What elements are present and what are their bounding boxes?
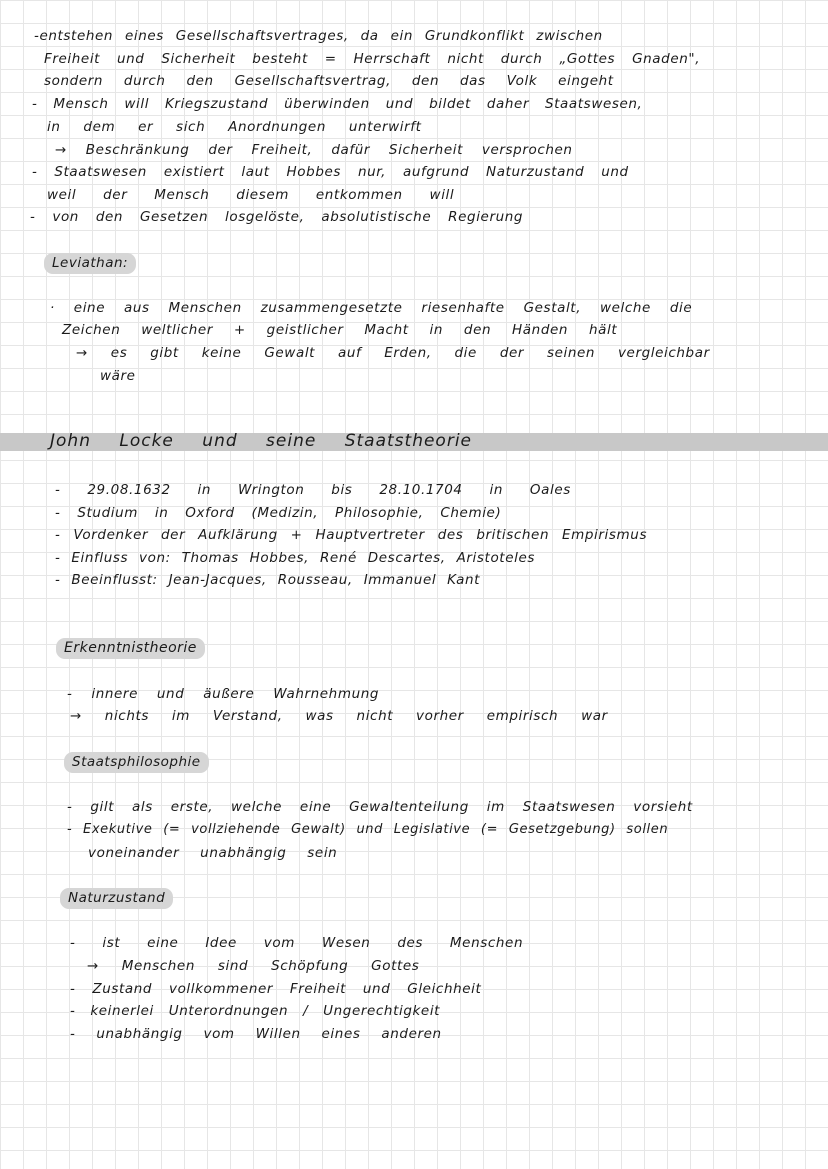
locke-bio-5: - Beeinflusst: Jean-Jacques, Rousseau, Immanuel Kant: [55, 572, 481, 588]
leviathan-label: Leviathan:: [44, 253, 136, 274]
hobbes-line-1: -entstehen eines Gesellschaftsvertrages, da ein Grundkonflikt zwischen: [34, 28, 603, 44]
staatsphilosophie-line-3: voneinander unabhängig sein: [88, 845, 338, 861]
staatsphilosophie-line-1: - gilt als erste, welche eine Gewaltenteilung im Staatswesen vorsieht: [67, 799, 693, 815]
naturzustand-label: Naturzustand: [60, 888, 173, 909]
staatsphilosophie-label: Staatsphilosophie: [64, 752, 209, 773]
naturzustand-line-1: - ist eine Idee vom Wesen des Menschen: [70, 935, 524, 951]
hobbes-line-9: - von den Gesetzen losgelöste, absolutistische Regierung: [30, 209, 524, 225]
leviathan-line-4: wäre: [100, 368, 136, 384]
locke-heading: John Locke und seine Staatstheorie: [50, 431, 472, 451]
locke-bio-2: - Studium in Oxford (Medizin, Philosophie, Chemie): [55, 505, 502, 521]
erkenntnistheorie-line-1: - innere und äußere Wahrnehmung: [67, 686, 380, 702]
locke-bio-3: - Vordenker der Aufklärung + Hauptvertreter des britischen Empirismus: [55, 527, 648, 543]
hobbes-line-4: - Mensch will Kriegszustand überwinden und bildet daher Staatswesen,: [32, 96, 643, 112]
locke-bio-1: - 29.08.1632 in Wrington bis 28.10.1704 in Oales: [55, 482, 571, 498]
hobbes-line-8: weil der Mensch diesem entkommen will: [47, 187, 455, 203]
hobbes-line-7: - Staatswesen existiert laut Hobbes nur, aufgrund Naturzustand und: [32, 164, 629, 180]
leviathan-line-1: · eine aus Menschen zusammengesetzte riesenhafte Gestalt, welche die: [50, 300, 693, 316]
locke-bio-4: - Einfluss von: Thomas Hobbes, René Descartes, Aristoteles: [55, 550, 535, 566]
naturzustand-line-3: - Zustand vollkommener Freiheit und Gleichheit: [70, 981, 482, 997]
naturzustand-line-4: - keinerlei Unterordnungen / Ungerechtigkeit: [70, 1003, 441, 1019]
hobbes-line-3: sondern durch den Gesellschaftsvertrag, den das Volk eingeht: [44, 73, 614, 89]
erkenntnistheorie-label: Erkenntnistheorie: [56, 638, 205, 659]
hobbes-line-6: → Beschränkung der Freiheit, dafür Sicherheit versprochen: [55, 142, 573, 158]
leviathan-line-3: → es gibt keine Gewalt auf Erden, die der seinen vergleichbar: [76, 345, 710, 361]
leviathan-line-2: Zeichen weltlicher + geistlicher Macht in den Händen hält: [62, 322, 618, 338]
hobbes-line-2: Freiheit und Sicherheit besteht = Herrschaft nicht durch „Gottes Gnaden",: [44, 51, 701, 67]
naturzustand-line-2: → Menschen sind Schöpfung Gottes: [87, 958, 420, 974]
naturzustand-line-5: - unabhängig vom Willen eines anderen: [70, 1026, 442, 1042]
hobbes-line-5: in dem er sich Anordnungen unterwirft: [47, 119, 422, 135]
staatsphilosophie-line-2: - Exekutive (= vollziehende Gewalt) und Legislative (= Gesetzgebung) sollen: [67, 822, 669, 837]
erkenntnistheorie-line-2: → nichts im Verstand, was nicht vorher empirisch war: [70, 708, 608, 724]
